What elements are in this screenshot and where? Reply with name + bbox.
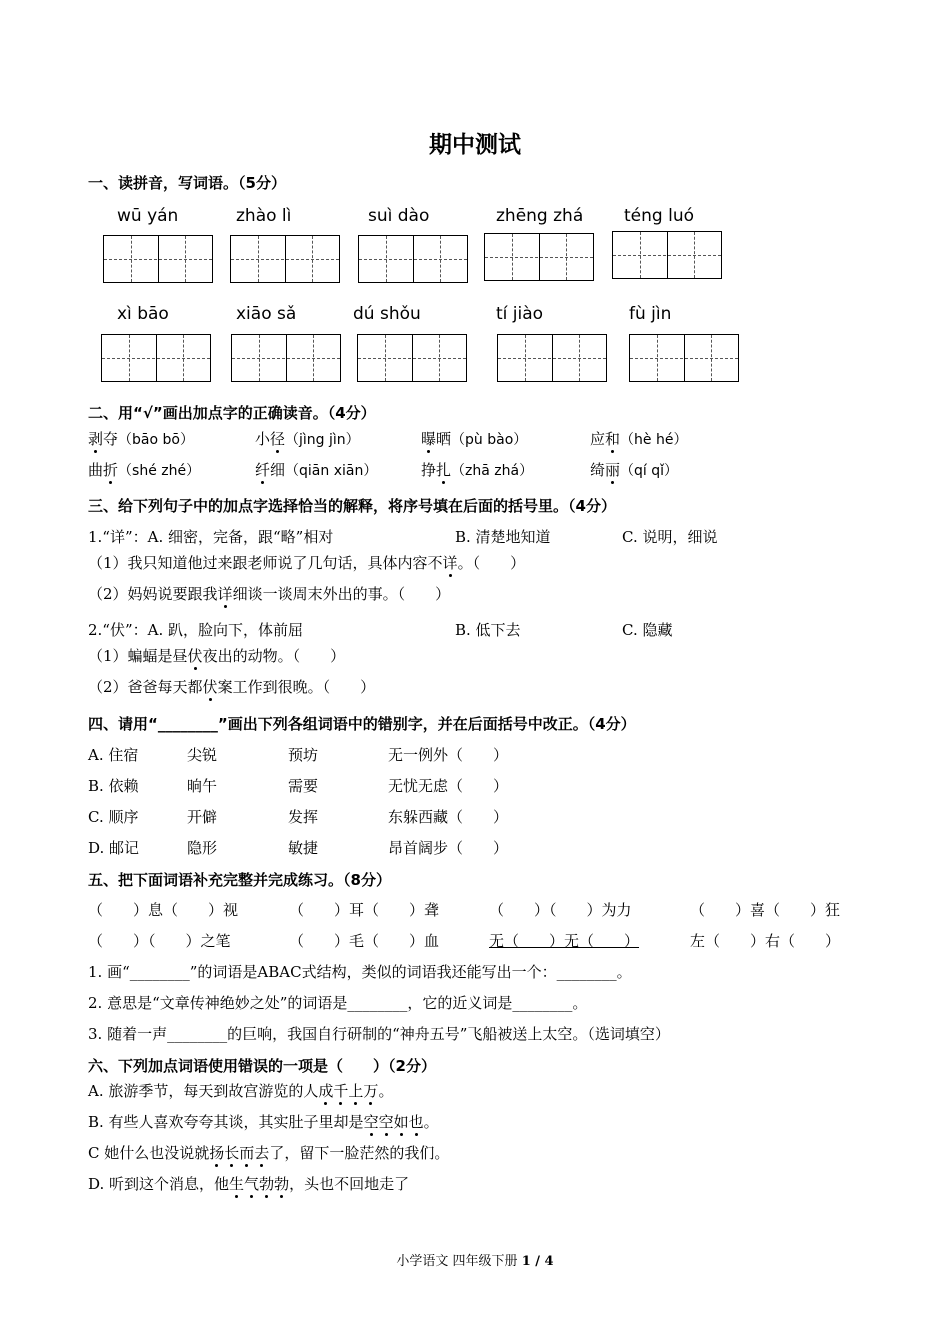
q2-option-b: B. 低下去 (455, 621, 521, 639)
idiom-blank: （ ）耳（ ）聋 (289, 901, 440, 919)
word-cell: 敏捷 (288, 839, 319, 857)
writing-grid[interactable] (231, 334, 341, 382)
pinyin-10: fù jìn (629, 304, 672, 324)
pinyin-9: tí jiào (496, 304, 544, 324)
writing-grid[interactable] (497, 334, 607, 382)
idiom-blank: （ ）息（ ）视 (88, 901, 239, 919)
q2-sentence-2: （2）爸爸每天都伏案工作到很晚。（ ） (88, 678, 376, 696)
pinyin-4: zhēng zhá (496, 206, 584, 226)
writing-grid[interactable] (358, 235, 468, 283)
q2-stem: 2.“伏”：A. 趴，脸向下，体前屈 (88, 621, 304, 639)
word-cell: 无忧无虑（ ） (388, 777, 509, 795)
idiom-blank: 左（ ）右（ ） (690, 932, 841, 950)
word-cell: 东躲西藏（ ） (388, 808, 509, 826)
q2-option-c: C. 隐藏 (622, 621, 673, 639)
reading-item: 剥夺（bāo bō） (88, 430, 194, 448)
choice-c: C 她什么也没说就扬长而去了，留下一脸茫然的我们。 (88, 1144, 450, 1162)
pinyin-3: suì dào (368, 206, 430, 226)
word-cell: 尖锐 (187, 746, 218, 764)
choice-d: D. 听到这个消息，他生气勃勃，头也不回地走了 (88, 1175, 410, 1193)
idiom-blank-underlined: 无（ ）无（ ） (489, 932, 640, 950)
writing-grid[interactable] (629, 334, 739, 382)
word-cell: 开僻 (187, 808, 218, 826)
idiom-blank: （ ）（ ）为力 (489, 901, 632, 919)
q1-sentence-1: （1）我只知道他过来跟老师说了几句话，具体内容不详。（ ） (88, 554, 526, 572)
idiom-blank: （ ）（ ）之笔 (88, 932, 231, 950)
section-6-heading: 六、下列加点词语使用错误的一项是（ ）（2分） (88, 1057, 436, 1075)
reading-item: 小径（jìng jìn） (255, 430, 360, 448)
word-cell: 需要 (288, 777, 319, 795)
section-4-heading: 四、请用“________”画出下列各组词语中的错别字，并在后面括号中改正。（4分） (88, 715, 636, 733)
word-cell: D. 邮记 (88, 839, 140, 857)
writing-grid[interactable] (101, 334, 211, 382)
writing-grid[interactable] (230, 235, 340, 283)
word-cell: 发挥 (288, 808, 319, 826)
writing-grid[interactable] (357, 334, 467, 382)
section-5-heading: 五、把下面词语补充完整并完成练习。（8分） (88, 871, 391, 889)
pinyin-1: wū yán (117, 206, 179, 226)
choice-a: A. 旅游季节，每天到故宫游览的人成千上万。 (88, 1082, 394, 1100)
word-cell: 无一例外（ ） (388, 746, 509, 764)
writing-grid[interactable] (612, 231, 722, 279)
page-footer: 小学语文 四年级下册 1 / 4 (396, 1254, 554, 1269)
word-cell: 隐形 (187, 839, 218, 857)
word-cell: A. 住宿 (88, 746, 139, 764)
reading-item: 绮丽（qí qǐ） (590, 461, 679, 479)
reading-item: 曝晒（pù bào） (421, 430, 528, 448)
reading-item: 挣扎（zhā zhá） (421, 461, 534, 479)
q1-option-c: C. 说明，细说 (622, 528, 718, 546)
section-1-heading: 一、读拼音，写词语。（5分） (88, 174, 286, 192)
q2-sentence-1: （1）蝙蝠是昼伏夜出的动物。（ ） (88, 647, 346, 665)
word-cell: C. 顺序 (88, 808, 139, 826)
pinyin-7: xiāo sǎ (236, 304, 297, 324)
word-cell: B. 依赖 (88, 777, 139, 795)
reading-item: 应和（hè hé） (590, 430, 688, 448)
writing-grid[interactable] (484, 233, 594, 281)
q1-stem: 1.“详”：A. 细密，完备，跟“略”相对 (88, 528, 334, 546)
pinyin-2: zhào lì (236, 206, 292, 226)
idiom-blank: （ ）毛（ ）血 (289, 932, 440, 950)
s5-question-1: 1. 画“________”的词语是ABAC式结构，类似的词语我还能写出一个：________。 (88, 963, 632, 981)
pinyin-6: xì bāo (117, 304, 169, 324)
reading-item: 纤细（qiān xiān） (255, 461, 378, 479)
word-cell: 晌午 (187, 777, 218, 795)
section-3-heading: 三、给下列句子中的加点字选择恰当的解释，将序号填在后面的括号里。（4分） (88, 497, 616, 515)
writing-grid[interactable] (103, 235, 213, 283)
word-cell: 预坊 (288, 746, 319, 764)
choice-b: B. 有些人喜欢夸夸其谈，其实肚子里却是空空如也。 (88, 1113, 439, 1131)
word-cell: 昂首阔步（ ） (388, 839, 509, 857)
page-title: 期中测试 (429, 132, 521, 158)
idiom-blank: （ ）喜（ ）狂 (690, 901, 841, 919)
pinyin-8: dú shǒu (353, 304, 421, 324)
s5-question-2: 2. 意思是“文章传神绝妙之处”的词语是________，它的近义词是________。 (88, 994, 588, 1012)
s5-question-3: 3. 随着一声________的巨响，我国自行研制的“神舟五号”飞船被送上太空。（选词填空） (88, 1025, 670, 1043)
pinyin-5: téng luó (624, 206, 694, 226)
q1-option-b: B. 清楚地知道 (455, 528, 551, 546)
q1-sentence-2: （2）妈妈说要跟我详细谈一谈周末外出的事。（ ） (88, 585, 451, 603)
section-2-heading: 二、用“√”画出加点字的正确读音。（4分） (88, 404, 376, 422)
reading-item: 曲折（shé zhé） (88, 461, 201, 479)
